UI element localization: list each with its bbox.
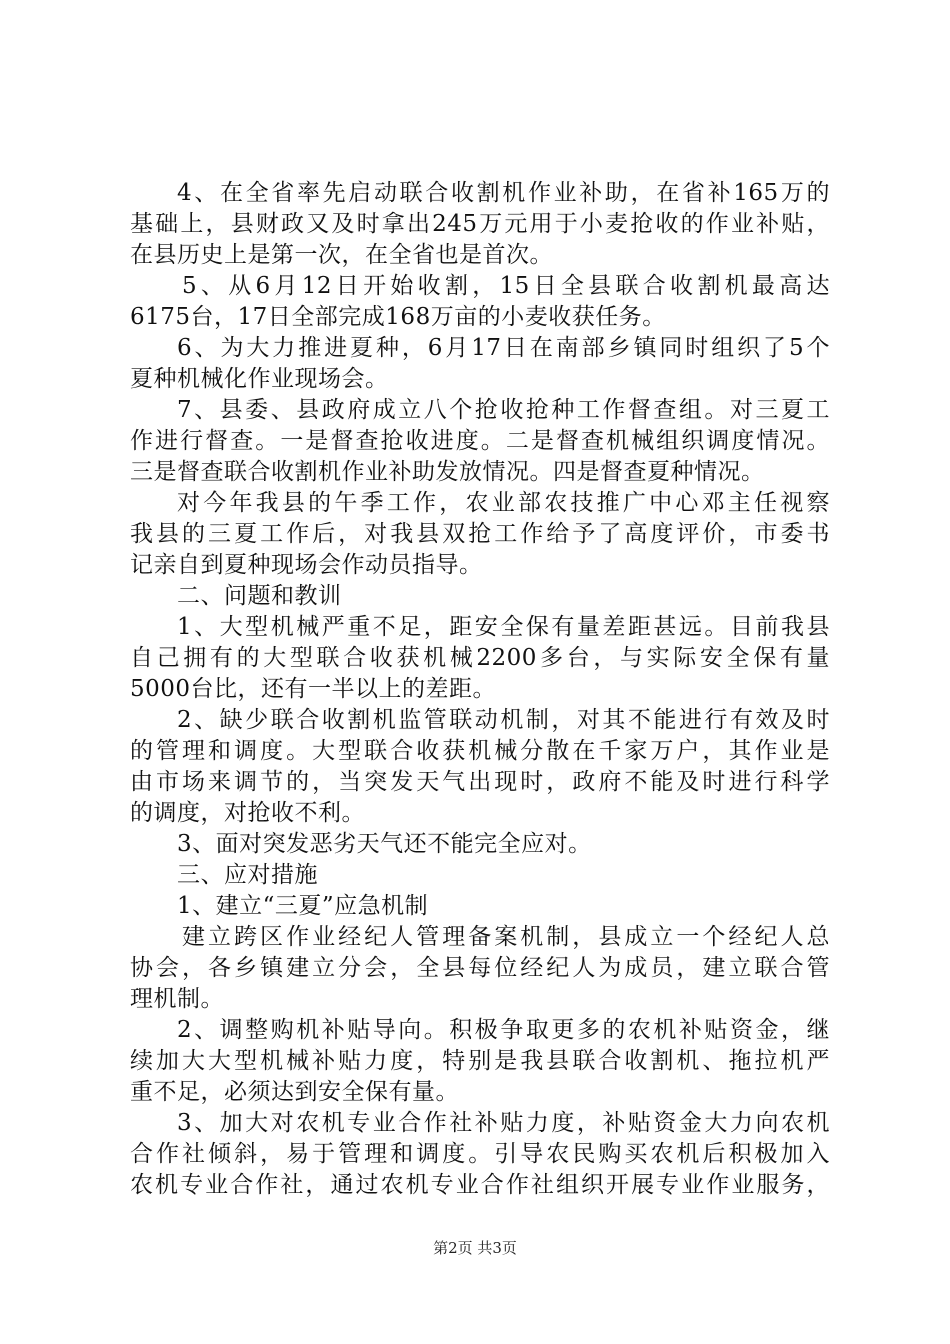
paragraph-line: 5000台比，还有一半以上的差距。 [130,676,497,702]
paragraph-line: 6175台，17日全部完成168万亩的小麦收获任务。 [130,304,666,330]
page-number-label: 第2页 共3页 [433,1239,517,1257]
paragraph-line: 建立跨区作业经纪人管理备案机制，县成立一个经纪人总 [182,924,830,950]
paragraph-line: 重不足，必须达到安全保有量。 [130,1079,459,1105]
subsection-heading: 1、建立“三夏”应急机制 [177,893,429,919]
paragraph-line: 农机专业合作社，通过农机专业合作社组织开展专业作业服务， [130,1172,830,1198]
paragraph-line: 理机制。 [130,986,224,1012]
paragraph-line: 续加大大型机械补贴力度，特别是我县联合收割机、拖拉机严 [130,1048,830,1074]
paragraph-line: 自己拥有的大型联合收获机械2200多台，与实际安全保有量 [130,645,830,671]
paragraph-line: 对今年我县的午季工作，农业部农技推广中心邓主任视察 [177,490,830,516]
paragraph-line: 三是督查联合收割机作业补助发放情况。四是督查夏种情况。 [130,459,765,485]
paragraph-line: 作进行督查。一是督查抢收进度。二是督查机械组织调度情况。 [130,428,830,454]
section-heading: 二、问题和教训 [177,583,342,609]
paragraph-line: 在县历史上是第一次，在全省也是首次。 [130,242,553,268]
section-heading: 三、应对措施 [177,862,318,888]
paragraph-line: 2、调整购机补贴导向。积极争取更多的农机补贴资金，继 [177,1017,830,1043]
paragraph-line: 合作社倾斜，易于管理和调度。引导农民购买农机后积极加入 [130,1141,830,1167]
paragraph-line: 夏种机械化作业现场会。 [130,366,389,392]
paragraph-line: 我县的三夏工作后，对我县双抢工作给予了高度评价，市委书 [130,521,830,547]
paragraph-line: 的管理和调度。大型联合收获机械分散在千家万户，其作业是 [130,738,830,764]
paragraph-line: 由市场来调节的，当突发天气出现时，政府不能及时进行科学 [130,769,830,795]
paragraph-line: 5、从6月12日开始收割，15日全县联合收割机最高达 [182,273,830,299]
page-footer [0,1238,950,1258]
paragraph-line: 3、面对突发恶劣天气还不能完全应对。 [177,831,592,857]
paragraph-line: 7、县委、县政府成立八个抢收抢种工作督查组。对三夏工 [177,397,830,423]
paragraph-line: 4、在全省率先启动联合收割机作业补助，在省补165万的 [177,180,830,206]
paragraph-line: 记亲自到夏种现场会作动员指导。 [130,552,483,578]
paragraph-line: 的调度，对抢收不利。 [130,800,365,826]
paragraph-line: 1、大型机械严重不足，距安全保有量差距甚远。目前我县 [177,614,830,640]
document-body [130,178,830,1201]
paragraph-line: 基础上，县财政又及时拿出245万元用于小麦抢收的作业补贴， [130,211,830,237]
paragraph-line: 2、缺少联合收割机监管联动机制，对其不能进行有效及时 [177,707,830,733]
paragraph-line: 协会，各乡镇建立分会，全县每位经纪人为成员，建立联合管 [130,955,830,981]
paragraph-line: 6、为大力推进夏种，6月17日在南部乡镇同时组织了5个 [177,335,830,361]
paragraph-line: 3、加大对农机专业合作社补贴力度，补贴资金大力向农机 [177,1110,830,1136]
